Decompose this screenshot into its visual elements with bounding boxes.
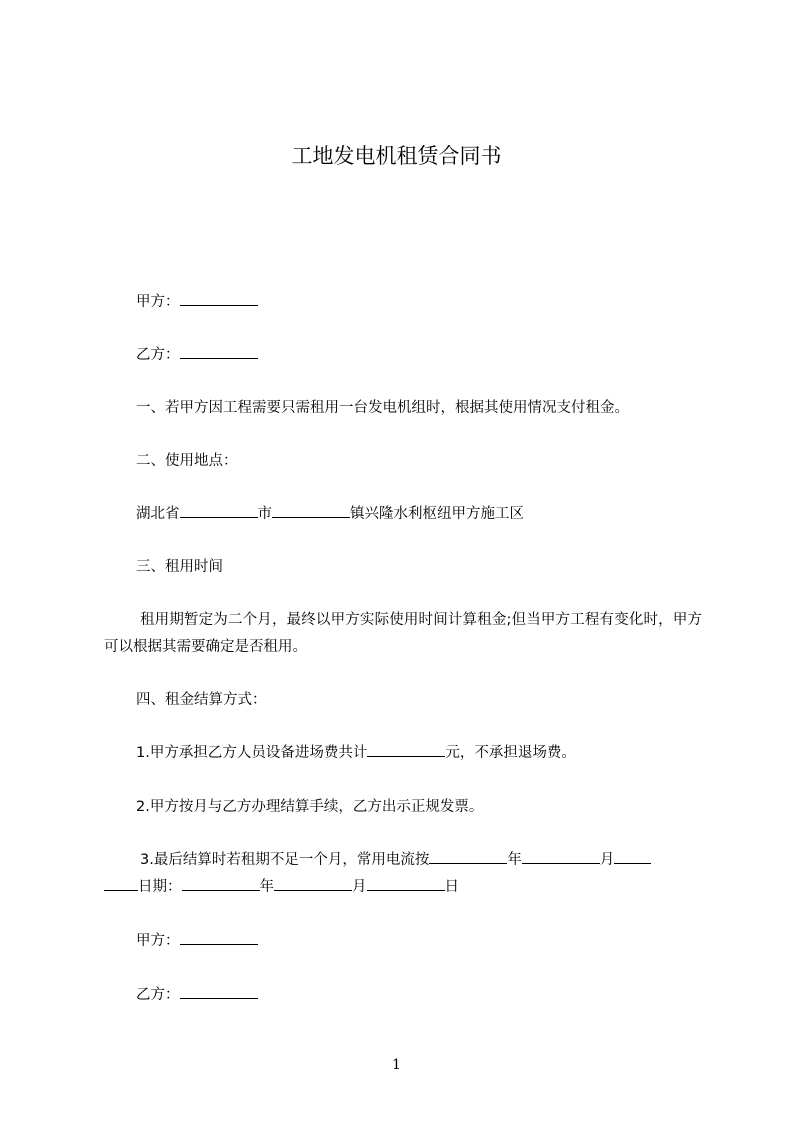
date-month-label: 月 (352, 879, 367, 895)
page-number: 1 (392, 1057, 401, 1073)
date-day-label: 日 (444, 879, 459, 895)
location-blank-2 (272, 502, 350, 518)
item-2: 2.甲方按月与乙方办理结算手续，乙方出示正规发票。 (136, 799, 484, 815)
sign-party-b-blank (180, 983, 258, 999)
sign-party-b-label: 乙方： (136, 987, 180, 1003)
location-blank-1 (180, 502, 258, 518)
item-3-blank-1 (429, 848, 507, 864)
location-city: 市 (257, 506, 272, 522)
clause-3-heading: 三、租用时间 (136, 559, 223, 575)
date-day-blank (367, 875, 445, 891)
party-a-line (136, 290, 258, 314)
date-month-blank (274, 875, 352, 891)
party-a-label: 甲方： (136, 294, 180, 310)
location-line (136, 502, 524, 526)
sign-party-a-blank (180, 929, 258, 945)
item-3-date-label: 日期： (138, 879, 182, 895)
item-3-blank-3 (614, 848, 651, 864)
sign-party-a-label: 甲方： (136, 933, 180, 949)
item-1-blank (367, 741, 445, 757)
item-1 (136, 741, 576, 765)
date-year-blank (182, 875, 260, 891)
item-3-month: 月 (599, 852, 615, 868)
clause-1: 一、若甲方因工程需要只需租用一台发电机组时，根据其使用情况支付租金。 (136, 400, 629, 416)
party-b-line (136, 343, 258, 367)
item-3-blank-4 (104, 875, 138, 891)
sign-party-b (136, 983, 258, 1007)
party-b-blank (180, 343, 258, 359)
item-3-prefix: 3.最后结算时若租期不足一个月，常用电流按 (140, 852, 430, 868)
item-3-blank-2 (522, 848, 600, 864)
item-3-line-2 (104, 875, 459, 899)
item-3-line-1 (140, 848, 651, 872)
party-a-blank (180, 290, 258, 306)
item-1-prefix: 1.甲方承担乙方人员设备进场费共计 (136, 745, 368, 761)
clause-3-body: 租用期暂定为二个月，最终以甲方实际使用时间计算租金;但当甲方工程有变化时，甲方可以根据其需要确定是否租用。 (104, 612, 702, 655)
clause-2-heading: 二、使用地点： (136, 453, 238, 469)
location-province: 湖北省 (136, 506, 180, 522)
sign-party-a (136, 929, 258, 953)
location-rest: 镇兴隆水利枢纽甲方施工区 (350, 506, 524, 522)
party-b-label: 乙方： (136, 347, 180, 363)
item-1-suffix: 元，不承担退场费。 (445, 745, 576, 761)
date-year-label: 年 (259, 879, 274, 895)
item-3-year: 年 (507, 852, 522, 868)
document-title: 工地发电机租赁合同书 (291, 144, 502, 168)
clause-4-heading: 四、租金结算方式： (136, 692, 267, 708)
